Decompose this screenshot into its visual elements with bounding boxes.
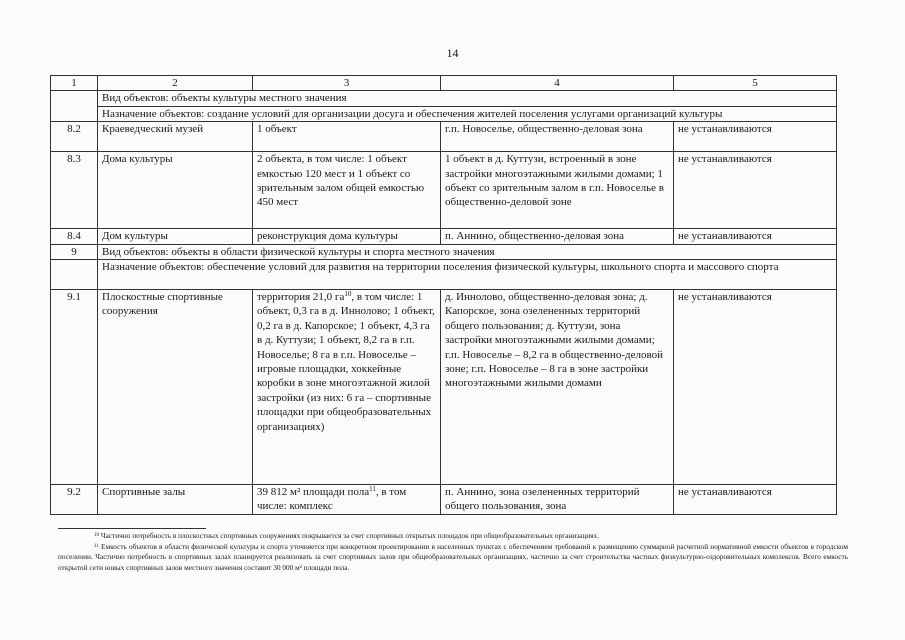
footnote-11-text: Емкость объектов в области физической культуры и спорта уточняется при конкретном проектировании в населенных пунктах с обеспечением требований к размещению суммарной расчетной нормативной емкости объектов в городском поселении. Частично потребность в спортивных залах планируется реализовать за счет спортивных залов при общеобразовательных организациях, частично за счет строительства частных физкультурно-оздоровительных комплексов. Всего емкость открытой сети новых спортивных залов местного значения составит 30 000 м² площади пола. [58, 541, 848, 572]
footnote-ref-10: 10 [344, 290, 352, 299]
row-8-4-description: реконструкция дома культуры [253, 229, 441, 244]
footnote-ref-11: 11 [369, 485, 376, 494]
row-8-2-zone: не устанавливаются [674, 122, 837, 152]
section-9-purpose-row [51, 260, 837, 290]
header-cell-5: 5 [674, 76, 837, 91]
footnote-11-mark: 11 [94, 543, 99, 549]
row-9-1-number: 9.1 [51, 290, 98, 485]
row-9-2-zone: не устанавливаются [674, 485, 837, 515]
row-9-2-description-head: 39 812 м² площади пола [257, 486, 370, 499]
footnotes [58, 531, 848, 573]
section-8-kind: Вид объектов: объекты культуры местного значения [98, 91, 837, 106]
header-row [51, 76, 837, 91]
table-row [51, 290, 837, 485]
header-cell-4: 4 [441, 76, 674, 91]
footnote-10-mark: 10 [94, 533, 99, 538]
row-9-2-location: п. Аннино, зона озелененных территорий общего пользования, зона [441, 485, 674, 515]
section-9-number-spacer [51, 260, 98, 290]
row-9-1-description-head: территория 21,0 га [257, 291, 345, 304]
row-9-1-location: д. Иннолово, общественно-деловая зона; д. Капорское, зона озелененных территорий общего пользования; д. Куттузи, зона застройки многоэтажными жилыми домами; г.п. Новоселье – 8,2 га в общественно-деловой зоне; г.п. Новоселье – 8 га в зоне застройки многоэтажными жилыми домами [441, 290, 674, 485]
section-8-purpose: Назначение объектов: создание условий для организации досуга и обеспечения жителей поселения услугами организаций культуры [98, 106, 837, 121]
section-9-purpose [98, 260, 837, 290]
row-9-1-zone: не устанавливаются [674, 290, 837, 485]
row-9-1-description [253, 290, 441, 485]
table-row [51, 229, 837, 244]
objects-table [50, 75, 837, 515]
row-9-2-name: Спортивные залы [98, 485, 253, 515]
row-9-1-description-tail: , в том числе: 1 объект, 0,3 га в д. Иннолово; 1 объект, 0,2 га в д. Капорское; 1 объект, 4,3 га в д. Куттузи; 1 объект, 8,2 га в г.п. Новоселье; 8 га в г.п. Новоселье – игровые площадки, хоккейные коробки в зоне многоэтажной жилой застройки (из них: 6 га – спортивные площадки при общеобразовательных организациях) [257, 291, 435, 433]
row-9-2-number: 9.2 [51, 485, 98, 515]
row-8-3-description: 2 объекта, в том числе: 1 объект емкостью 120 мест и 1 объект со зрительным залом общей емкостью 450 мест [253, 152, 441, 229]
table-row [51, 122, 837, 152]
row-8-2-name: Краеведческий музей [98, 122, 253, 152]
row-9-2-description-tail: , в том числе: комплекс [257, 486, 407, 513]
row-8-3-zone: не устанавливаются [674, 152, 837, 229]
row-8-3-location: 1 объект в д. Куттузи, встроенный в зоне застройки многоэтажными жилыми домами; 1 объект со зрительным залом в г.п. Новоселье в общественно-деловой зоне [441, 152, 674, 229]
row-8-4-zone: не устанавливаются [674, 229, 837, 244]
row-8-2-number: 8.2 [51, 122, 98, 152]
footnote-separator [58, 528, 206, 529]
footnote-10 [58, 531, 848, 542]
page-number: 14 [446, 46, 459, 60]
row-8-3-name: Дома культуры [98, 152, 253, 229]
section-9-kind: Вид объектов: объекты в области физической культуры и спорта местного значения [98, 244, 837, 259]
footnote-10-text: Частично потребность в плоскостных спортивных сооружениях покрывается за счет спортивных открытых площадок при общеобразовательных организациях. [100, 531, 599, 540]
table-row [51, 485, 837, 515]
header-cell-1: 1 [51, 76, 98, 91]
section-9-number: 9 [51, 244, 98, 259]
row-9-2-description [253, 485, 441, 515]
section-9-purpose-text: Назначение объектов: обеспечение условий для развития на территории поселения физической культуры, школьного спорта и массового спорта [102, 261, 779, 274]
section-8-number-cell [51, 91, 98, 122]
row-8-4-name: Дом культуры [98, 229, 253, 244]
section-9-kind-row [51, 244, 837, 259]
section-8-purpose-row [51, 106, 837, 121]
header-cell-2: 2 [98, 76, 253, 91]
row-8-4-location: п. Аннино, общественно-деловая зона [441, 229, 674, 244]
row-8-2-location: г.п. Новоселье, общественно-деловая зона [441, 122, 674, 152]
row-8-4-number: 8.4 [51, 229, 98, 244]
header-cell-3: 3 [253, 76, 441, 91]
table-row [51, 152, 837, 229]
row-9-1-name: Плоскостные спортивные сооружения [98, 290, 253, 485]
row-8-3-number: 8.3 [51, 152, 98, 229]
section-8-kind-row [51, 91, 837, 106]
row-8-2-description: 1 объект [253, 122, 441, 152]
footnote-11 [58, 542, 848, 574]
